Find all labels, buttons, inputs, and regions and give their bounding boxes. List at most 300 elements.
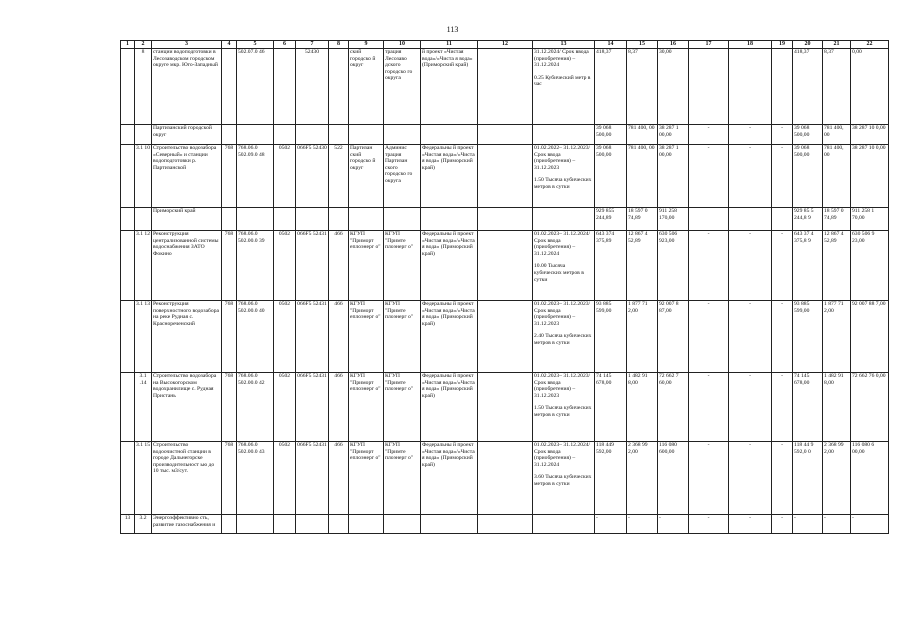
cell-text: 01.02.2023– 31.12.2023/ Срок ввода (приобретения) – 31.12.2023	[534, 301, 591, 327]
table-cell	[658, 442, 689, 515]
table-cell	[222, 231, 237, 301]
table-cell	[349, 515, 384, 534]
cell-text: 39 068 500,00	[794, 145, 810, 158]
column-header: 7	[296, 41, 329, 49]
cell-text: КГУП "Примте плоэнерг о"	[385, 442, 414, 462]
capacity-note: 1.50 Тысяча кубических метров в сутки	[534, 177, 592, 190]
table-cell	[729, 515, 772, 534]
cell-text: 0502	[278, 442, 291, 448]
table-cell	[384, 49, 421, 125]
table-cell	[152, 125, 222, 145]
cell-text: 118 44 9 592,0 0	[794, 442, 814, 455]
cell-text: -	[781, 231, 783, 237]
cell-text: КГУП "Примте плоэнерг о"	[385, 373, 414, 393]
table-cell	[421, 208, 478, 231]
cell-text: -	[707, 515, 710, 521]
table-cell	[793, 231, 823, 301]
cell-text: Строительство водозабора «Северный» и станции водоподготовки р. Партизанской	[153, 145, 217, 171]
table-cell	[384, 125, 421, 145]
table-cell	[478, 373, 533, 442]
table-cell	[296, 515, 329, 534]
table-cell	[689, 208, 729, 231]
column-header: 19	[772, 41, 793, 49]
table-cell	[595, 442, 627, 515]
table-cell	[152, 145, 222, 208]
cell-text: -	[659, 515, 661, 521]
table-cell	[627, 208, 658, 231]
cell-text: -	[749, 442, 751, 448]
cell-text: 31.12.2024/ Срок ввода (приобретения) – 31.12.2024	[534, 49, 589, 69]
cell-text: 630 506 923,00	[659, 231, 678, 244]
table-cell	[274, 145, 296, 208]
table-cell	[851, 49, 889, 125]
cell-text: Федеральны й проект «Чистая вода»/«Чиста я вода» (Приморский край)	[422, 145, 475, 171]
cell-text: 38 287 1 00,00	[659, 145, 679, 158]
cell-text: 1 877 71 2,00	[628, 301, 648, 314]
cell-text: 502.07.0 46	[238, 49, 265, 55]
table-cell	[595, 515, 627, 534]
cell-text: 768	[224, 442, 234, 448]
table-cell	[135, 125, 152, 145]
capacity-note: 2.40 Тысяча кубических метров в сутки	[534, 333, 592, 346]
table-cell	[121, 125, 135, 145]
table-cell	[823, 442, 851, 515]
cell-text: 1 482 91 8,00	[824, 373, 844, 386]
cell-text: 38 287 10 0,00	[852, 125, 886, 131]
table-cell	[296, 301, 329, 373]
table-cell	[237, 145, 274, 208]
table-cell	[296, 231, 329, 301]
column-header: 13	[533, 41, 595, 49]
cell-text: 066F5 52431	[297, 231, 327, 237]
table-cell	[689, 49, 729, 125]
cell-text: 418,37	[596, 49, 612, 55]
cell-text: 643 374 375,89	[596, 231, 615, 244]
column-header: 11	[421, 41, 478, 49]
table-cell	[658, 145, 689, 208]
table-cell	[274, 515, 296, 534]
table-cell	[329, 231, 349, 301]
table-cell	[478, 208, 533, 231]
table-cell	[627, 442, 658, 515]
table-cell	[627, 49, 658, 125]
table-cell	[121, 208, 135, 231]
cell-text: 01.02.2022– 31.12.2023/ Срок ввода (приобретения) – 31.12.2023	[534, 145, 591, 171]
table-cell	[152, 49, 222, 125]
column-header: 17	[689, 41, 729, 49]
cell-text: 92 007 88 7,00	[852, 301, 886, 307]
table-cell	[533, 301, 595, 373]
cell-text: -	[628, 515, 630, 521]
table-cell	[533, 231, 595, 301]
table-cell	[627, 515, 658, 534]
table-cell	[421, 301, 478, 373]
table-cell	[823, 145, 851, 208]
table-cell	[729, 125, 772, 145]
cell-text: 0502	[278, 301, 291, 307]
cell-text: КГУП "Примте плоэнерг о"	[385, 301, 414, 321]
table-cell	[689, 125, 729, 145]
table-cell	[222, 442, 237, 515]
cell-text: -	[749, 301, 751, 307]
table-cell	[135, 442, 152, 515]
cell-text: КГУП "Примте плоэнерг о"	[385, 231, 414, 251]
table-cell	[658, 208, 689, 231]
cell-text: 768.06.0 502.00.0 42	[238, 373, 265, 386]
column-header: 8	[329, 41, 349, 49]
table-cell	[793, 301, 823, 373]
table-cell	[121, 515, 135, 534]
cell-text: Федеральны й проект «Чистая вода»/«Чиста я вода» (Приморский край)	[422, 301, 475, 327]
table-cell	[329, 208, 349, 231]
cell-text: 116 080 6 00,00	[852, 442, 875, 455]
cell-text: -	[781, 145, 783, 151]
cell-text: 066F5 52431	[297, 301, 327, 307]
table-cell	[135, 515, 152, 534]
cell-text: -	[707, 145, 710, 151]
table-cell	[478, 49, 533, 125]
cell-text: -	[781, 442, 783, 448]
table-cell	[595, 49, 627, 125]
page-number: 113	[446, 25, 459, 34]
column-header: 9	[349, 41, 384, 49]
table-cell	[823, 301, 851, 373]
table-cell	[627, 125, 658, 145]
table-cell	[851, 442, 889, 515]
cell-text: 8,37	[628, 49, 638, 55]
cell-text: 74 145 678,00	[596, 373, 612, 386]
table-cell	[772, 49, 793, 125]
table-row	[121, 208, 889, 231]
cell-text: 01.02.2023– 31.12.2024/ Срок ввода (приобретения) – 31.12.2024	[534, 231, 591, 257]
cell-text: 643 37 4 375,8 9	[794, 231, 814, 244]
cell-text: -	[781, 515, 783, 521]
table-cell	[296, 125, 329, 145]
cell-text: 466	[334, 442, 343, 448]
cell-text: 8,37	[824, 49, 834, 55]
cell-text: 066F5 52431	[297, 442, 327, 448]
column-header: 12	[478, 41, 533, 49]
table-cell	[329, 442, 349, 515]
table-cell	[793, 145, 823, 208]
cell-text: 72 662 7 60,00	[659, 373, 679, 386]
table-cell	[237, 442, 274, 515]
column-header: 16	[658, 41, 689, 49]
table-row	[121, 231, 889, 301]
table-cell	[595, 145, 627, 208]
cell-text: 92 007 8 87,00	[659, 301, 679, 314]
cell-text: Реконструкция централизованной системы водоснабжения ЗАТО Фокино	[153, 231, 219, 257]
table-cell	[729, 145, 772, 208]
cell-text: 466	[334, 301, 343, 307]
cell-text: 93 885 599,00	[596, 301, 612, 314]
cell-text: -	[781, 373, 783, 379]
cell-text: 0502	[278, 231, 291, 237]
cell-text: -	[707, 231, 710, 237]
cell-text: 18 597 0 74,89	[824, 208, 844, 221]
table-cell	[274, 442, 296, 515]
table-cell	[135, 49, 152, 125]
table-cell	[793, 49, 823, 125]
table-cell	[533, 373, 595, 442]
cell-text: 929 855 244,89	[596, 208, 615, 221]
table-cell	[121, 373, 135, 442]
table-cell	[533, 49, 595, 125]
cell-text: 768	[224, 301, 234, 307]
column-header: 15	[627, 41, 658, 49]
column-header: 14	[595, 41, 627, 49]
cell-text: 3.1 .14	[139, 373, 147, 386]
table-cell	[152, 442, 222, 515]
cell-text: 522	[334, 145, 343, 151]
cell-text: 768.06.0 502.00.0 43	[238, 442, 265, 455]
table-row	[121, 145, 889, 208]
cell-text: 30,00	[659, 49, 672, 55]
table-cell	[384, 373, 421, 442]
column-header: 21	[823, 41, 851, 49]
table-cell	[729, 373, 772, 442]
cell-text: 38 287 1 00,00	[659, 125, 679, 138]
table-cell	[296, 145, 329, 208]
cell-text: 3.1 10	[136, 145, 150, 151]
table-cell	[135, 301, 152, 373]
table-cell	[627, 373, 658, 442]
table-cell	[595, 301, 627, 373]
table-row	[121, 442, 889, 515]
table-row	[121, 515, 889, 534]
column-header: 1	[121, 41, 135, 49]
table-cell	[772, 301, 793, 373]
table-cell	[533, 145, 595, 208]
table-cell	[658, 515, 689, 534]
cell-text: 39 068 500,00	[596, 125, 612, 138]
table-cell	[329, 49, 349, 125]
table-cell	[595, 125, 627, 145]
column-header: 18	[729, 41, 772, 49]
table-cell	[689, 373, 729, 442]
cell-text: 768.06.0 502.09.0 48	[238, 145, 265, 158]
table-cell	[349, 208, 384, 231]
table-cell	[349, 49, 384, 125]
cell-text: -	[596, 515, 598, 521]
table-cell	[851, 373, 889, 442]
cell-text: 781 400, 00	[824, 125, 844, 138]
table-cell	[793, 442, 823, 515]
table-cell	[237, 373, 274, 442]
table-cell	[627, 145, 658, 208]
table-cell	[478, 515, 533, 534]
table-cell	[222, 145, 237, 208]
table-cell	[222, 49, 237, 125]
table-row	[121, 373, 889, 442]
table-cell	[135, 145, 152, 208]
cell-text: 39 068 500,00	[794, 125, 810, 138]
column-header: 2	[135, 41, 152, 49]
cell-text: 72 662 76 0,00	[852, 373, 886, 379]
table-cell	[729, 442, 772, 515]
table-cell	[772, 145, 793, 208]
cell-text: КГУП "Приморт еплоэнерг о"	[350, 442, 381, 462]
table-cell	[222, 301, 237, 373]
cell-text: 12 867 4 52,89	[628, 231, 648, 244]
table-cell	[135, 208, 152, 231]
table-cell	[274, 231, 296, 301]
cell-text: станции водоподготовки в Лесозаводском городском округе мкр. Юго-Западный	[153, 49, 218, 69]
cell-text: -	[824, 515, 826, 521]
cell-text: 768.06.0 502.00.0 40	[238, 301, 265, 314]
table-cell	[533, 125, 595, 145]
cell-text: трация Лесозаво дского городско го округа	[385, 49, 413, 82]
table-cell	[772, 208, 793, 231]
cell-text: Федеральны й проект «Чистая вода»/«Чиста я вода» (Приморский край)	[422, 373, 475, 399]
cell-text: КГУП "Приморт еплоэнерг о"	[350, 231, 381, 251]
table-cell	[237, 301, 274, 373]
table-cell	[274, 301, 296, 373]
cell-text: 2 368 99 2,00	[824, 442, 844, 455]
table-cell	[772, 442, 793, 515]
table-cell	[222, 208, 237, 231]
table-cell	[121, 301, 135, 373]
cell-text: 3.1 13	[136, 301, 150, 307]
table-cell	[595, 231, 627, 301]
table-cell	[658, 231, 689, 301]
cell-text: -	[781, 125, 783, 131]
cell-text: Партизан ский городско й округ	[350, 145, 376, 171]
table-cell	[274, 49, 296, 125]
cell-text: -	[749, 373, 751, 379]
cell-text: 18 597 0 74,89	[628, 208, 648, 221]
table-cell	[478, 442, 533, 515]
capacity-note: 10.00 Тысяча кубических метров в сутки	[534, 263, 584, 283]
cell-text: 781 400, 00	[824, 145, 844, 158]
cell-text: Партизанский городской округ	[153, 125, 212, 138]
cell-text: 0502	[278, 373, 291, 379]
table-cell	[793, 373, 823, 442]
cell-text: 01.02.2023– 31.12.2023/ Срок ввода (приобретения) – 31.12.2023	[534, 373, 591, 399]
table-cell	[152, 515, 222, 534]
table-cell	[384, 442, 421, 515]
cell-text: 1 482 91 8,00	[628, 373, 648, 386]
cell-text: 781 400, 00	[628, 125, 655, 131]
cell-text: 01.02.2023– 31.12.2024/ Срок ввода (приобретения) – 31.12.2024	[534, 442, 591, 468]
table-cell	[772, 231, 793, 301]
table-cell	[851, 145, 889, 208]
cell-text: й проект «Чистая вода»/«Чиста я вода» (Приморский край)	[422, 49, 473, 69]
cell-text: 116 080 600,00	[659, 442, 677, 455]
table-cell	[329, 515, 349, 534]
table-cell	[823, 125, 851, 145]
table-cell	[729, 49, 772, 125]
cell-text: 93 885 599,00	[794, 301, 810, 314]
table-cell	[421, 125, 478, 145]
table-cell	[349, 231, 384, 301]
table-cell	[729, 231, 772, 301]
table-cell	[478, 145, 533, 208]
column-header: 10	[384, 41, 421, 49]
table-cell	[237, 49, 274, 125]
table-cell	[384, 301, 421, 373]
column-header: 6	[274, 41, 296, 49]
cell-text: 2 368 99 2,00	[628, 442, 648, 455]
cell-text: 466	[334, 231, 343, 237]
cell-text: 466	[334, 373, 343, 379]
cell-text: 911 258 1 70,00	[852, 208, 875, 221]
table-cell	[222, 373, 237, 442]
table-cell	[793, 125, 823, 145]
table-cell	[121, 442, 135, 515]
table-cell	[222, 125, 237, 145]
capacity-note: 3.60 Тысяча кубических метров в сутки	[534, 474, 592, 487]
cell-text: 74 145 678,00	[794, 373, 810, 386]
table-cell	[296, 442, 329, 515]
cell-text: Приморский край	[153, 208, 196, 214]
cell-text: 39 068 500,00	[596, 145, 612, 158]
table-cell	[421, 515, 478, 534]
table-cell	[793, 208, 823, 231]
capacity-note: 1.50 Тысяча кубических метров в сутки	[534, 405, 592, 418]
cell-text: Админис трация Партизан ского городско го округа	[385, 145, 413, 184]
cell-text: 3.2	[139, 515, 147, 521]
table-cell	[384, 231, 421, 301]
cell-text: -	[749, 145, 751, 151]
cell-text: Строительство водоочистной станции в городе Дальнегорске производительност ью до 10 тыс. м3/сут.	[153, 442, 215, 475]
cell-text: КГУП "Приморт еплоэнерг о"	[350, 301, 381, 321]
cell-text: 118 449 592,00	[596, 442, 614, 455]
cell-text: 418,37	[794, 49, 810, 55]
table-cell	[152, 301, 222, 373]
table-cell	[658, 49, 689, 125]
cell-text: -	[794, 515, 796, 521]
table-cell	[793, 515, 823, 534]
table-cell	[772, 373, 793, 442]
cell-text: 12 867 4 52,89	[824, 231, 844, 244]
table-cell	[421, 373, 478, 442]
table-cell	[772, 515, 793, 534]
table-cell	[349, 145, 384, 208]
table-cell	[851, 208, 889, 231]
column-header: 5	[237, 41, 274, 49]
table-cell	[851, 301, 889, 373]
cell-text: Энергоэффективно сть, развитие газоснабжения и	[153, 515, 216, 528]
table-cell	[121, 231, 135, 301]
table-cell	[274, 208, 296, 231]
cell-text: 911 258 170,00	[659, 208, 677, 221]
column-header: 3	[152, 41, 222, 49]
table-cell	[658, 125, 689, 145]
table-cell	[329, 125, 349, 145]
cell-text: 8	[141, 49, 145, 55]
capacity-note: 0.25 Кубический метр в час	[534, 74, 591, 88]
table-cell	[421, 145, 478, 208]
table-cell	[274, 373, 296, 442]
budget-table	[120, 40, 889, 534]
cell-text: 066F5 52430	[297, 145, 327, 151]
table-cell	[121, 49, 135, 125]
table-cell	[851, 515, 889, 534]
cell-text: -	[707, 373, 710, 379]
table-cell	[121, 145, 135, 208]
table-cell	[152, 208, 222, 231]
table-row	[121, 125, 889, 145]
table-cell	[329, 145, 349, 208]
table-cell	[237, 208, 274, 231]
table-cell	[533, 442, 595, 515]
table-cell	[384, 208, 421, 231]
cell-text: 38 287 10 0,00	[852, 145, 886, 151]
cell-text: Федеральны й проект «Чистая вода»/«Чиста я вода» (Приморский край)	[422, 442, 475, 468]
table-cell	[823, 515, 851, 534]
table-cell	[152, 231, 222, 301]
